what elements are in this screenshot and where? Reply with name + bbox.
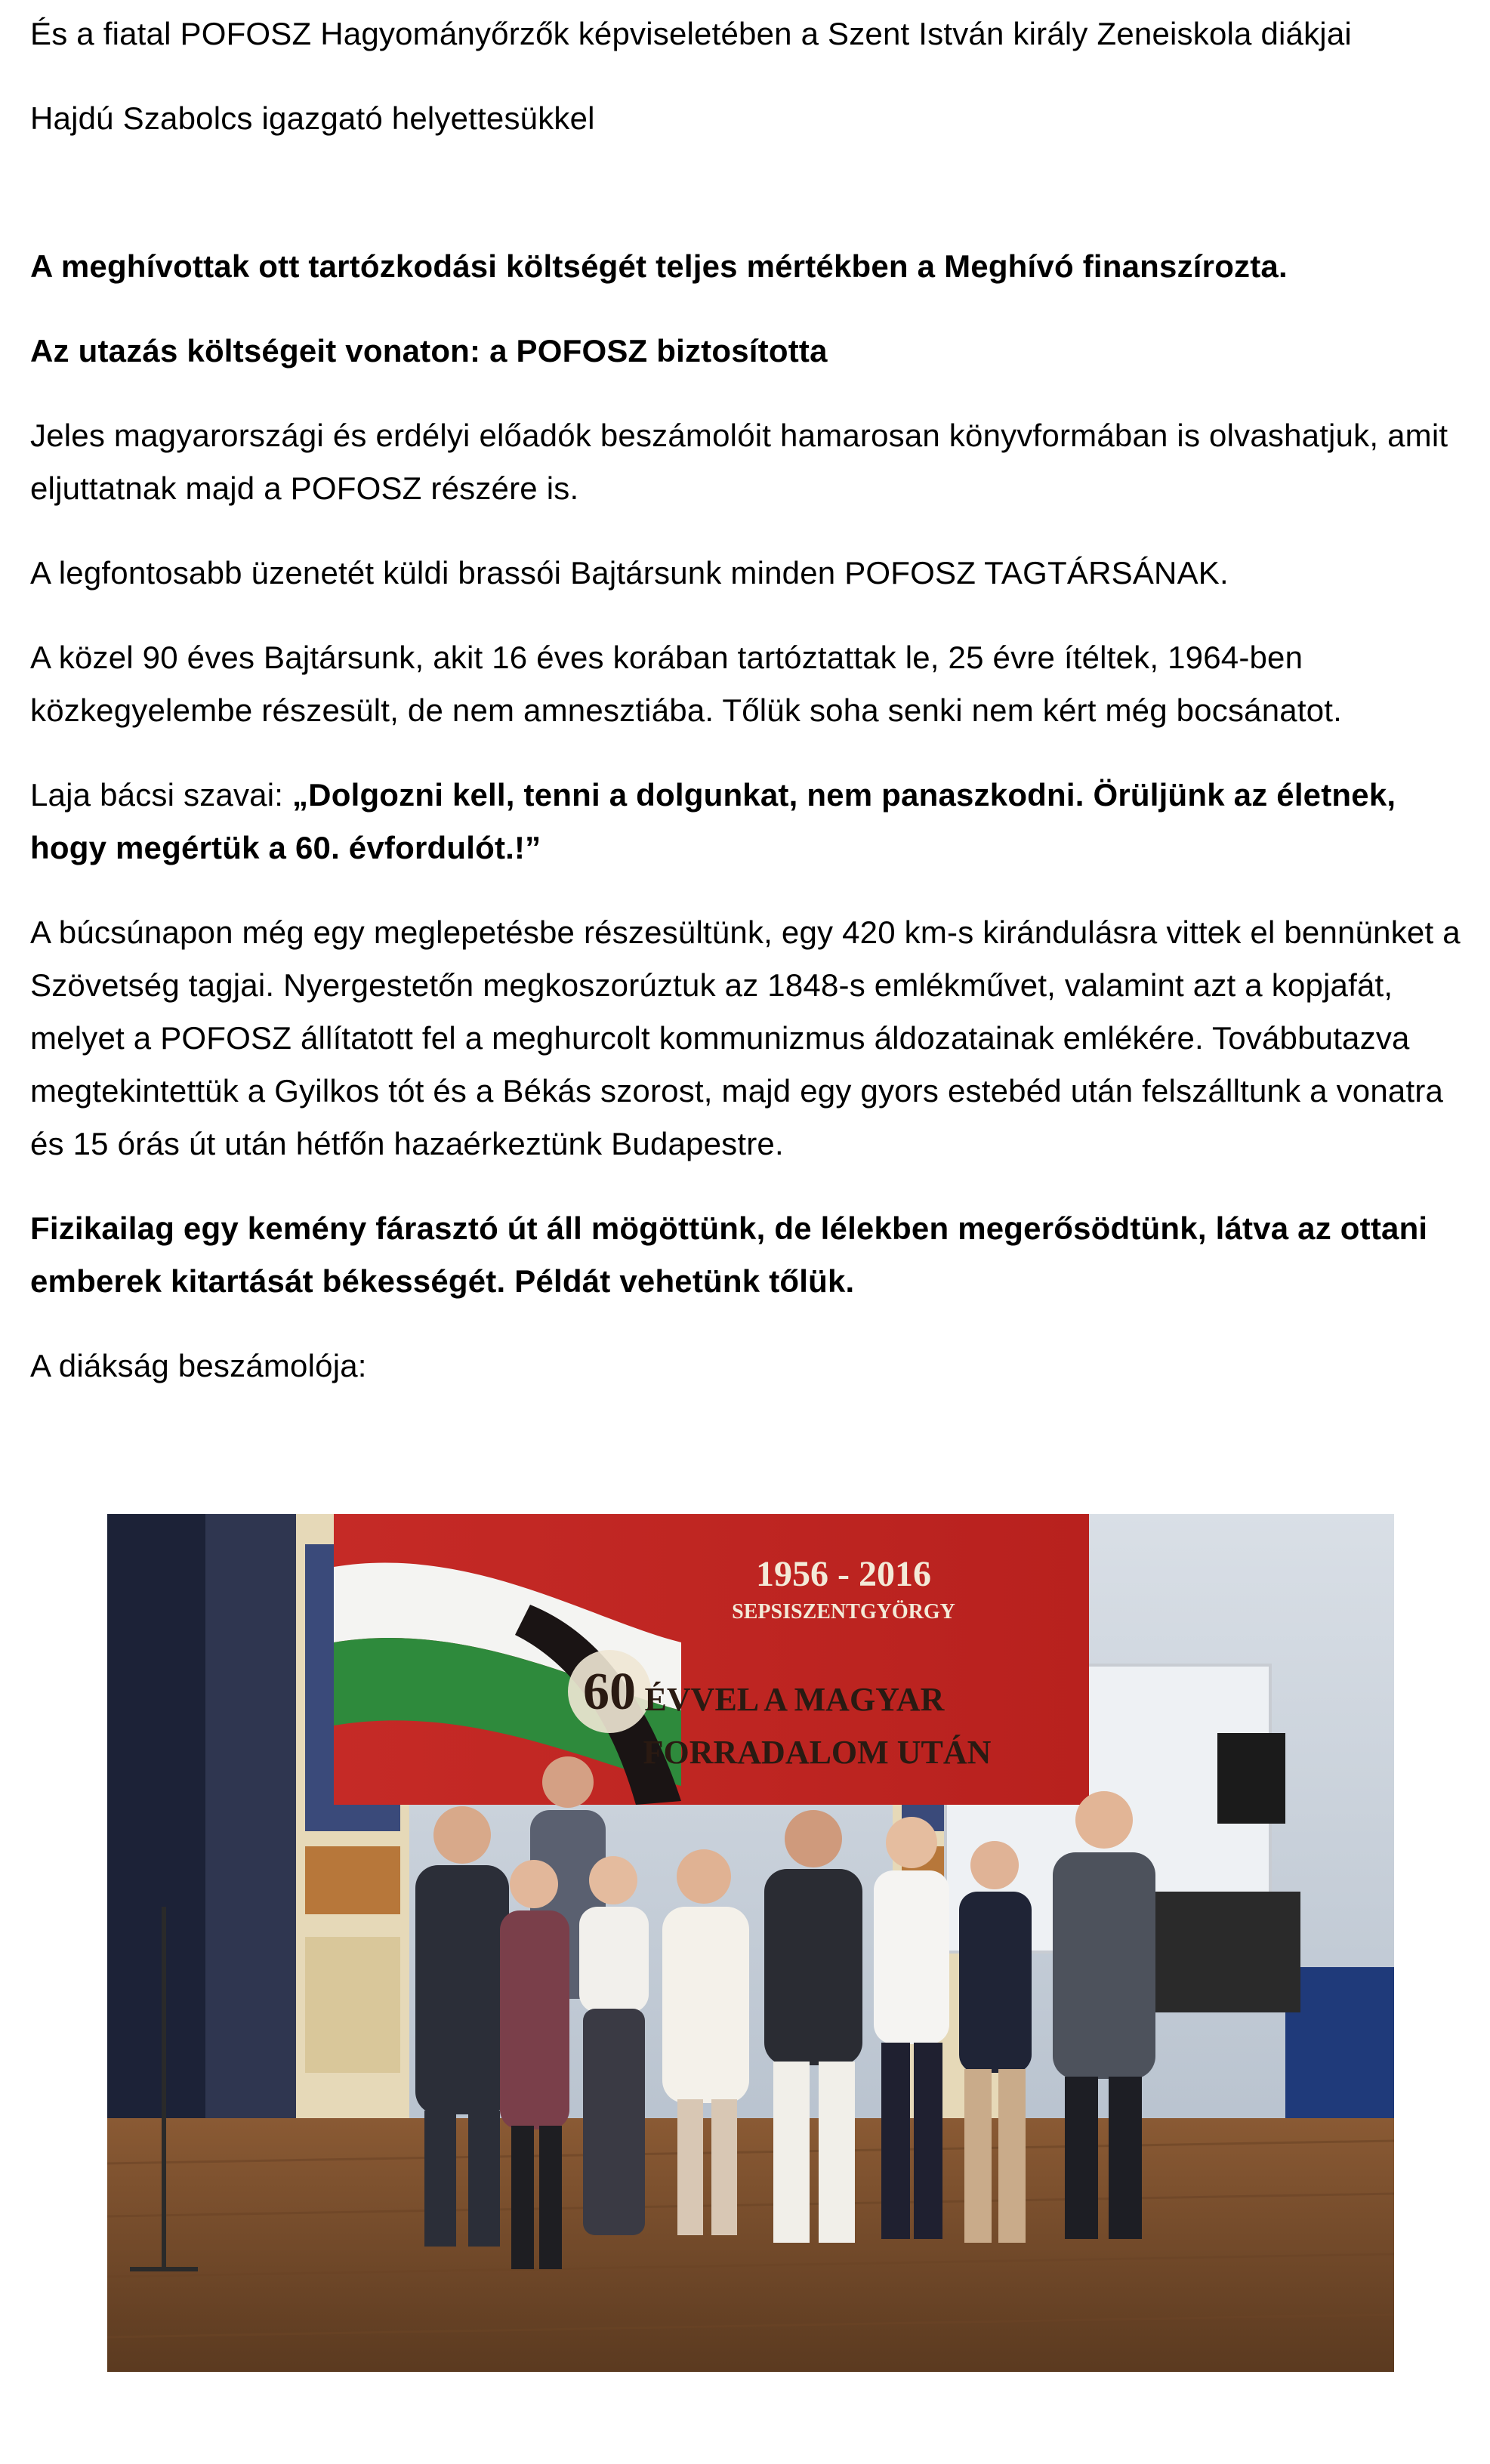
group-photo (107, 1514, 1394, 2372)
quote-text: „Dolgozni kell, tenni a dolgunkat, nem panaszkodni. Örüljünk az életnek, hogy megértük a 60. évfordulót.!” (30, 777, 1396, 865)
document-body (30, 8, 1465, 1392)
paragraph-laja-quote (30, 769, 1465, 874)
banner-line1: ÉVVEL A MAGYAR (644, 1681, 945, 1718)
paragraph-travel-costs: Az utazás költségeit vonaton: a POFOSZ biztosította (30, 333, 828, 369)
paragraph-farewell-trip: A búcsúnapon még egy meglepetésbe részesültünk, egy 420 km-s kirándulásra vittek el bennünket a Szövetség tagjai. Nyergestetőn megkoszorúztuk az 1848-s emlékművet, valamint azt a kopjafát, melyet a POFOSZ állítatott fel a meghurcolt kommunizmus áldozatainak emlékére. Továbbutazva megtekintettük a Gyilkos tót és a Békás szorost, majd egy gyors estebéd után felszálltunk a vonatra és 15 órás út után hétfőn hazaérkeztünk Budapestre. (30, 914, 1461, 1161)
paragraph-comrade-story: A közel 90 éves Bajtársunk, akit 16 éves korában tartóztattak le, 25 évre ítéltek, 1964-ben közkegyelembe részesült, de nem amnesztiába. Tőlük soha senki nem kért még bocsánatot. (30, 640, 1342, 728)
paragraph-conclusion: Fizikailag egy kemény fárasztó út áll mögöttünk, de lélekben megerősödtünk, látva az ottani emberek kitartását békességét. Példát vehetünk tőlük. (30, 1210, 1428, 1299)
banner-line2: FORRADALOM UTÁN (643, 1734, 992, 1771)
paragraph-costs-financed: A meghívottak ott tartózkodási költségét teljes mértékben a Meghívó finanszírozta. (30, 248, 1288, 284)
paragraph-students-intro: És a fiatal POFOSZ Hagyományőrzők képviseletében a Szent István király Zeneiskola diákjai (30, 16, 1352, 51)
paragraph-brasso-message: A legfontosabb üzenetét küldi brassói Bajtársunk minden POFOSZ TAGTÁRSÁNAK. (30, 555, 1229, 591)
banner-number: 60 (583, 1663, 636, 1721)
paragraph-students-report: A diákság beszámolója: (30, 1348, 367, 1383)
paragraph-deputy-director: Hajdú Szabolcs igazgató helyettesükkel (30, 100, 595, 136)
banner-years: 1956 - 2016 (756, 1554, 931, 1594)
banner-city: SEPSISZENTGYÖRGY (732, 1600, 955, 1624)
paragraph-book-form: Jeles magyarországi és erdélyi előadók beszámolóit hamarosan könyvformában is olvashatjuk, amit eljuttatnak majd a POFOSZ részére is. (30, 418, 1448, 506)
quote-intro: Laja bácsi szavai: (30, 777, 292, 813)
person-4 (579, 1856, 649, 2235)
